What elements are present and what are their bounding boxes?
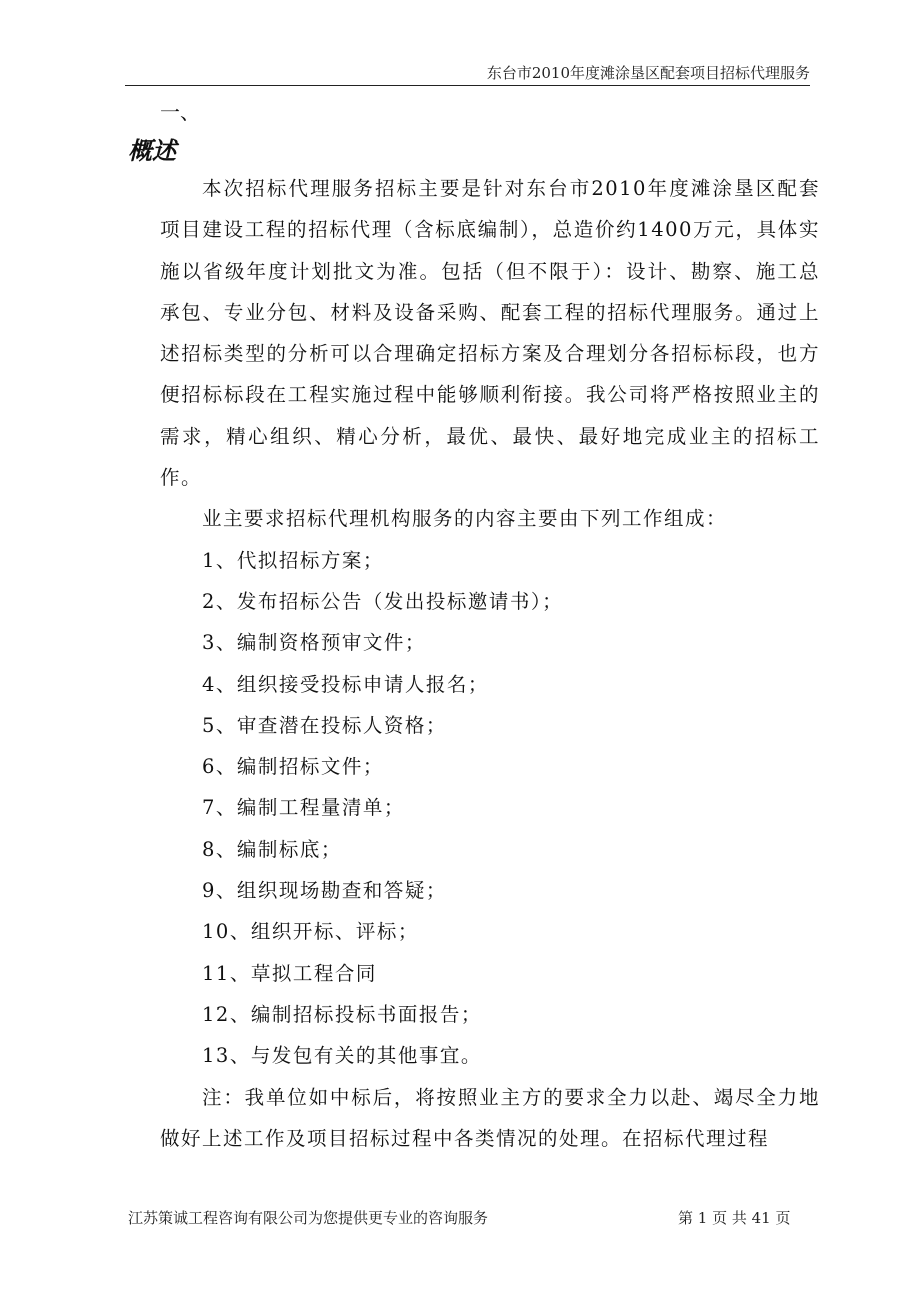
footer-company: 江苏策诚工程咨询有限公司为您提供更专业的咨询服务 (128, 1209, 489, 1227)
list-item: 2、发布招标公告（发出投标邀请书）； (202, 589, 564, 613)
list-item: 13、与发包有关的其他事宜。 (202, 1044, 482, 1068)
section-number: 一、 (160, 100, 200, 124)
note-paragraph: 注：我单位如中标后，将按照业主方的要求全力以赴、竭尽全力地做好上述工作及项目招标过程中各类情况的处理。在招标代理过程 (160, 1085, 820, 1150)
scope-intro-paragraph: 业主要求招标代理机构服务的内容主要由下列工作组成： (202, 507, 728, 531)
list-item: 12、编制招标投标书面报告； (202, 1002, 482, 1026)
list-item: 5、审查潜在投标人资格； (202, 713, 447, 737)
list-item: 4、组织接受投标申请人报名； (202, 672, 489, 696)
list-item: 8、编制标底； (202, 837, 342, 861)
list-item: 10、组织开标、评标； (202, 920, 419, 944)
list-item: 1、代拟招标方案； (202, 548, 384, 572)
section-title: 概述 (128, 136, 176, 165)
list-item: 3、编制资格预审文件； (202, 631, 426, 655)
document-body (160, 168, 820, 1159)
list-item: 7、编制工程量清单； (202, 796, 405, 820)
list-item: 11、草拟工程合同 (202, 961, 377, 985)
list-item: 9、组织现场勘查和答疑； (202, 879, 447, 903)
footer-page-number: 第 1 页 共 41 页 (678, 1209, 791, 1227)
list-item: 6、编制招标文件； (202, 755, 384, 779)
header-rule (125, 85, 810, 86)
intro-paragraph: 本次招标代理服务招标主要是针对东台市2010年度滩涂垦区配套项目建设工程的招标代理（含标底编制），总造价约1400万元，具体实施以省级年度计划批文为准。包括（但不限于）：设计、勘察、施工总承包、专业分包、材料及设备采购、配套工程的招标代理服务。通过上述招标类型的分析可以合理确定招标方案及合理划分各招标标段，也方便招标标段在工程实施过程中能够顺利衔接。我公司将严格按照业主的需求，精心组织、精心分析，最优、最快、最好地完成业主的招标工作。 (160, 177, 820, 490)
running-header: 东台市2010年度滩涂垦区配套项目招标代理服务 (486, 64, 810, 82)
